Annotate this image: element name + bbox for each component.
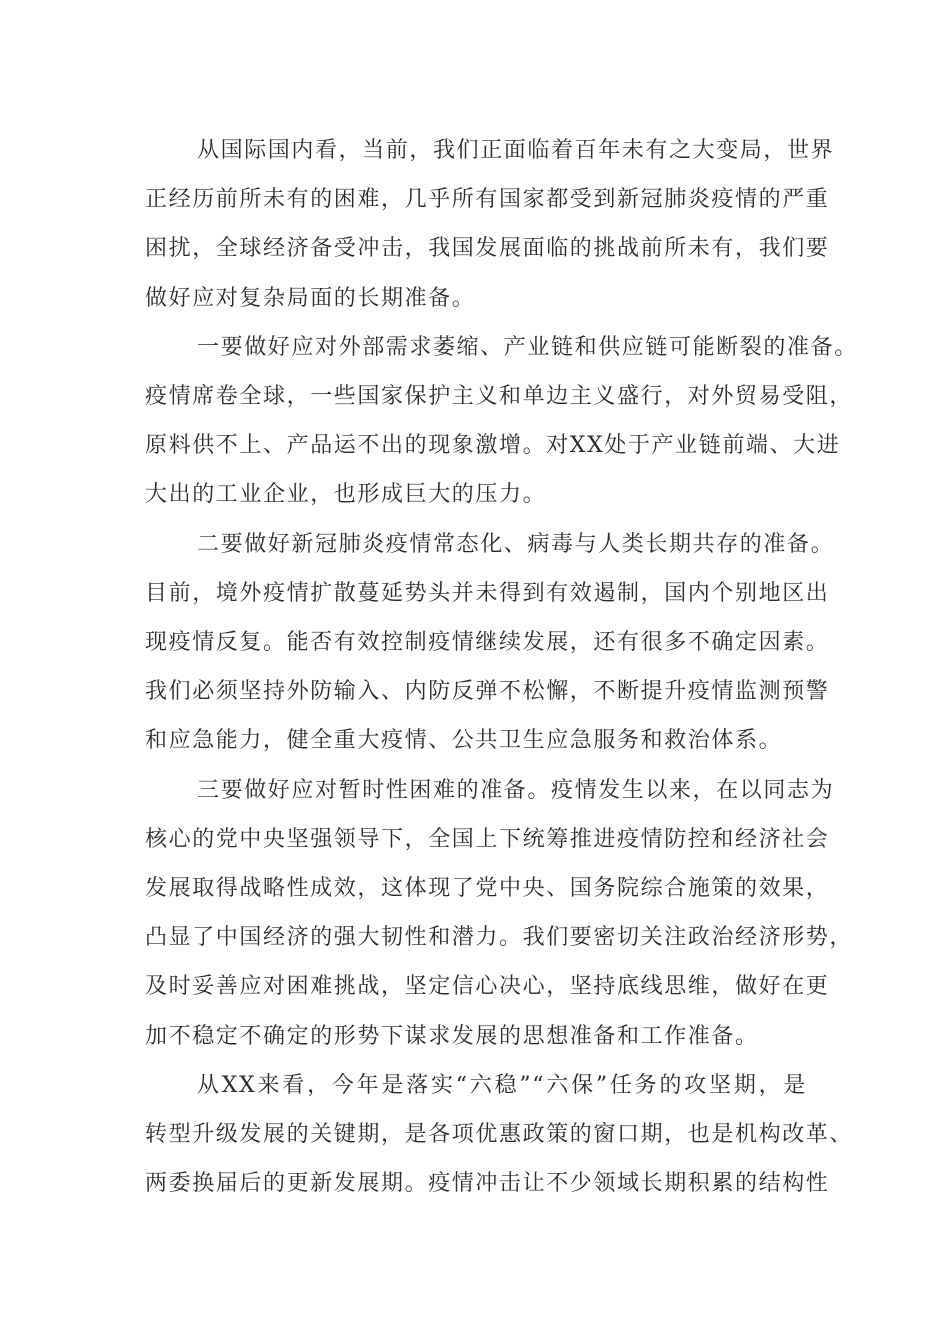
text-line: 困扰，全球经济备受冲击，我国发展面临的挑战前所未有，我们要 [145,236,830,262]
text-line: 做好应对复杂局面的长期准备。 [145,285,476,311]
text-line: 二要做好新冠肺炎疫情常态化、病毒与人类长期共存的准备。 [197,531,835,557]
text-line: 目前，境外疫情扩散蔓延势头并未得到有效遏制，国内个别地区出 [145,580,830,606]
text-line: 从XX来看，今年是落实“六稳”“六保”任务的攻坚期，是 [197,1072,807,1098]
text-line: 一要做好应对外部需求萎缩、产业链和供应链可能断裂的准备。 [197,334,858,360]
paragraph-point-one [145,323,858,520]
text-line: 转型升级发展的关键期，是各项优惠政策的窗口期，也是机构改革、 [145,1122,854,1148]
paragraph-international-domestic [145,126,835,323]
text-line: 现疫情反复。能否有效控制疫情继续发展，还有很多不确定因素。 [145,630,830,656]
text-line: 及时妥善应对困难挑战，坚定信心决心，坚持底线思维，做好在更 [145,974,830,1000]
text-line: 核心的党中央坚强领导下，全国上下统筹推进疫情防控和经济社会 [145,826,830,852]
text-line: 三要做好应对暂时性困难的准备。疫情发生以来，在以同志为 [197,777,835,803]
text-line: 凸显了中国经济的强大韧性和潜力。我们要密切关注政治经济形势， [145,925,854,951]
text-line: 正经历前所未有的困难，几乎所有国家都受到新冠肺炎疫情的严重 [145,187,830,213]
text-line: 发展取得战略性成效，这体现了党中央、国务院综合施策的效果， [145,876,830,902]
paragraph-local-view [145,1061,854,1209]
text-line: 大出的工业企业，也形成巨大的压力。 [145,482,547,508]
text-line: 我们必须坚持外防输入、内防反弹不松懈，不断提升疫情监测预警 [145,679,830,705]
paragraph-point-two [145,520,835,766]
text-line: 从国际国内看，当前，我们正面临着百年未有之大变局，世界 [197,138,835,163]
document-body [145,126,858,1208]
text-line: 和应急能力，健全重大疫情、公共卫生应急服务和救治体系。 [145,728,783,754]
text-line: 疫情席卷全球，一些国家保护主义和单边主义盛行，对外贸易受阻， [145,384,854,410]
text-line: 原料供不上、产品运不出的现象激增。对XX处于产业链前端、大进 [145,433,841,459]
paragraph-point-three [145,766,854,1061]
text-line: 两委换届后的更新发展期。疫情冲击让不少领域长期积累的结构性 [145,1171,830,1197]
text-line: 加不稳定不确定的形势下谋求发展的思想准备和工作准备。 [145,1023,759,1049]
